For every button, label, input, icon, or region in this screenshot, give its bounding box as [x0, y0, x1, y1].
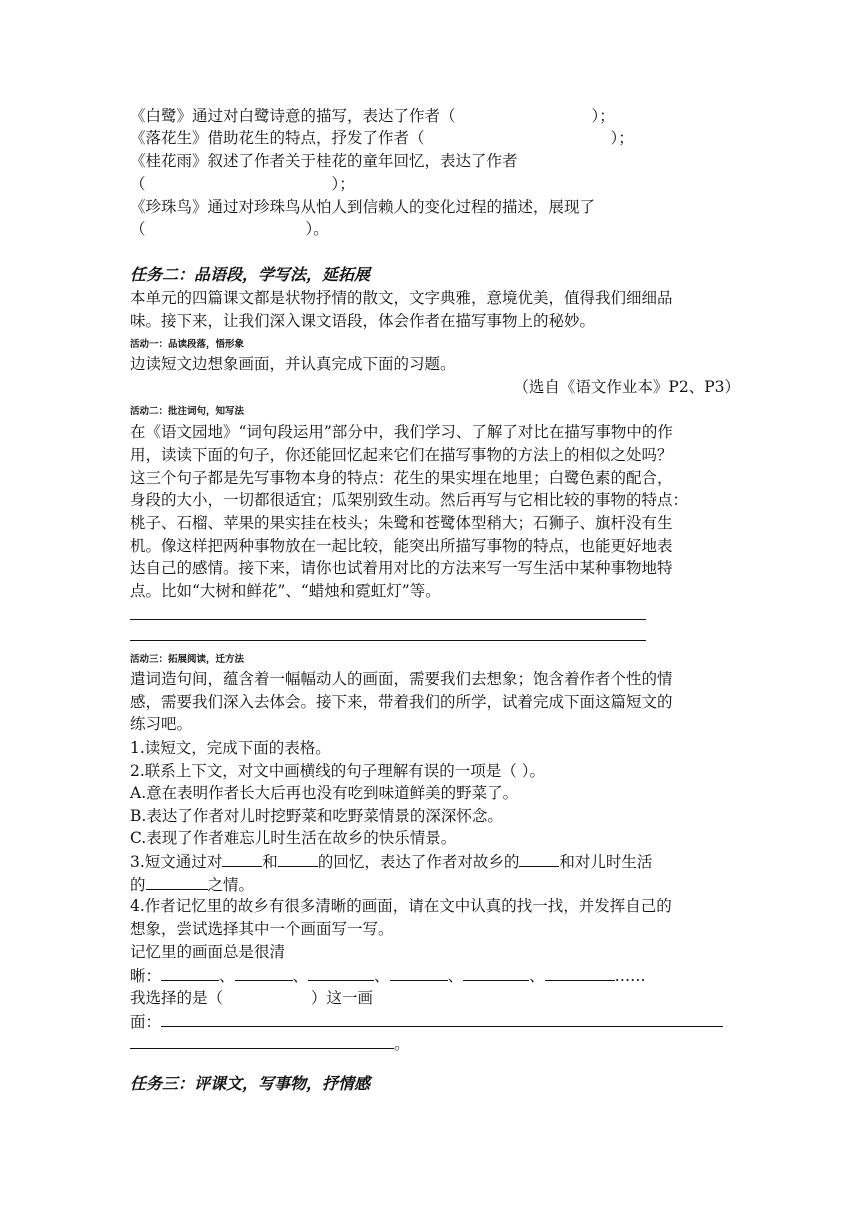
chosen-scene-line: 我选择的是（ ）这一画 [130, 989, 374, 1007]
task2-heading: 任务二：品语段，学写法，延拓展 [130, 265, 371, 284]
activity3-line-1: 遣词造句间，蕴含着一幅幅动人的画面，需要我们去想象；饱含着作者个性的情 [130, 670, 673, 688]
summary-line-zhenzhuniao: 《珍珠鸟》通过对珍珠鸟从怕人到信赖人的变化过程的描述，展现了 [130, 198, 596, 216]
activity2-line-4: 身段的大小，一切都很适宜；瓜架别致生动。然后再写与它相比较的事物的特点： [130, 491, 689, 509]
activity2-line-3: 这三个句子都是先写事物本身的特点：花生的果实埋在地里；白鹭色素的配合， [130, 469, 673, 487]
q3-blank-2[interactable] [278, 851, 318, 867]
memory-blank-1[interactable] [161, 965, 219, 981]
q3-blank-1[interactable] [222, 851, 262, 867]
memory-line-1: 记忆里的画面总是很清 [130, 943, 286, 961]
summary-line-zhenzhuniao-blank: （ ）。 [130, 220, 329, 238]
summary-line-guihuayu: 《桂花雨》叙述了作者关于桂花的童年回忆，表达了作者 [130, 152, 518, 170]
task2-intro-line-2: 味。接下来，让我们深入课文语段，体会作者在描写事物上的秘妙。 [130, 312, 596, 330]
activity2-line-8: 点。比如“大树和鲜花”、“蜡烛和霓虹灯”等。 [130, 582, 441, 600]
memory-blank-3[interactable] [308, 965, 374, 981]
summary-line-luohuasheng: 《落花生》借助花生的特点，抒发了作者（ ）； [130, 129, 634, 147]
activity3-line-3: 练习吧。 [130, 715, 193, 733]
task2-intro-line-1: 本单元的四篇课文都是状物抒情的散文，文字典雅，意境优美，值得我们细细品 [130, 289, 673, 307]
activity2-line-5: 桃子、石榴、苹果的果实挂在枝头；朱鹭和苍鹭体型稍大；石狮子、旗杆没有生 [130, 514, 673, 532]
summary-line-bailu: 《白鹭》通过对白鹭诗意的描写，表达了作者（ ）； [130, 107, 615, 125]
writing-line-2[interactable] [130, 640, 646, 641]
activity2-heading: 活动二：批注词句，知写法 [130, 406, 245, 417]
activity2-line-6: 机。像这样把两种事物放在一起比较，能突出所描写事物的特点，也能更好地表 [130, 537, 673, 555]
memory-blank-6[interactable] [545, 965, 615, 981]
question-3-line-1: 3.短文通过对 和 的回忆，表达了作者对故乡的 和对儿时生活 [130, 853, 653, 871]
scene-blank-2[interactable] [130, 1033, 394, 1049]
question-4-line-2: 想象，尝试选择其中一个画面写一写。 [130, 920, 394, 938]
question-3-line-2: 的 之情。 [130, 876, 255, 894]
activity2-line-1: 在《语文园地》“词句段运用”部分中，我们学习、了解了对比在描写事物中的作 [130, 423, 673, 441]
activity3-heading: 活动三：拓展阅读，迁方法 [130, 654, 245, 665]
option-b: B.表达了作者对儿时挖野菜和吃野菜情景的深深怀念。 [130, 807, 503, 825]
summary-line-guihuayu-blank: （ ）； [130, 175, 355, 193]
option-c: C.表现了作者难忘儿时生活在故乡的快乐情景。 [130, 829, 457, 847]
activity1-source: （选自《语文作业本》P2、P3） [513, 378, 740, 396]
memory-blank-5[interactable] [463, 965, 529, 981]
activity2-line-7: 达自己的感情。接下来，请你也试着用对比的方法来写一写生活中某种事物地特 [130, 559, 673, 577]
activity1-heading: 活动一：品读段落，悟形象 [130, 339, 245, 350]
option-a: A.意在表明作者长大后再也没有吃到味道鲜美的野菜了。 [130, 784, 519, 802]
scene-blank-1[interactable] [161, 1011, 723, 1027]
question-1: 1.读短文，完成下面的表格。 [130, 739, 331, 757]
question-2: 2.联系上下文，对文中画横线的句子理解有误的一项是（ ）。 [130, 762, 545, 780]
question-4-line-1: 4.作者记忆里的故乡有很多清晰的画面，请在文中认真的找一找，并发挥自己的 [130, 897, 672, 915]
activity2-line-2: 用，读读下面的句子，你还能回忆起来它们在描写事物的方法上的相似之处吗？ [130, 446, 673, 464]
activity3-line-2: 感，需要我们深入去体会。接下来，带着我们的所学，试着完成下面这篇短文的 [130, 693, 673, 711]
q3-blank-4[interactable] [146, 874, 208, 890]
memory-blank-2[interactable] [235, 965, 293, 981]
scene-writing-line-2: 。 [130, 1033, 410, 1054]
memory-line-2: 晰： 、 、 、 、 、 …… [130, 967, 646, 985]
memory-blank-4[interactable] [390, 965, 448, 981]
writing-line-1[interactable] [130, 619, 646, 620]
scene-writing-line-1: 面： [130, 1011, 723, 1032]
q3-blank-3[interactable] [519, 851, 559, 867]
task3-heading: 任务三：评课文，写事物，抒情感 [130, 1074, 371, 1093]
activity1-text: 边读短文边想象画面，并认真完成下面的习题。 [130, 355, 456, 373]
